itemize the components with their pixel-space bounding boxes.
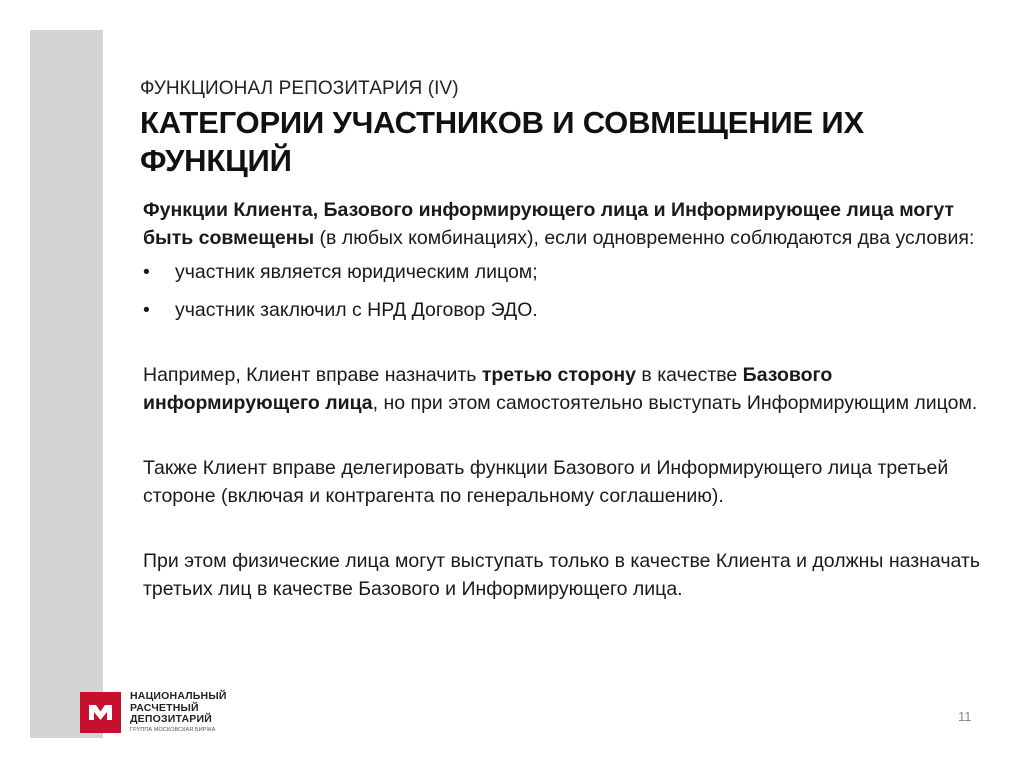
intro-text: (в любых комбинациях), если одновременно соблюдаются два условия: [314,227,975,249]
intro-bold: Функции Клиента, Базового информирующего лица и Информирующее лица могут быть совмещены [143,199,955,249]
logo-line: ДЕПОЗИТАРИЙ [130,713,212,725]
slide-body [143,196,1003,603]
bullet-marker: • [143,299,150,321]
logo-line: РАСЧЕТНЫЙ [130,701,199,714]
bullet-text: участник заключил с НРД Договор ЭДО. [175,299,538,321]
logo-line: НАЦИОНАЛЬНЫЙ [130,690,227,702]
page-number: 11 [958,709,972,724]
example-text-2: в качестве [636,364,743,386]
delegation-paragraph: Также Клиент вправе делегировать функции Базового и Информирующего лица третьей стороне (включая и контрагента по генеральному соглашению). [143,457,949,507]
slide-subtitle: ФУНКЦИОНАЛ РЕПОЗИТАРИЯ (IV) [140,78,459,99]
example-paragraph [143,361,1003,417]
conditions-list [143,258,1003,324]
intro-paragraph [143,196,1003,252]
bullet-marker: • [143,261,150,283]
bullet-text: участник является юридическим лицом; [175,261,538,283]
example-bold-1: третью сторону [481,364,636,386]
list-item [143,296,1003,324]
logo-wordmark [130,691,227,734]
example-bold-2: Базового информирующего лица [143,364,833,414]
example-text-3: , но при этом самостоятельно выступать Информирующим лицом. [372,392,978,414]
list-item [143,258,1003,286]
individuals-paragraph: При этом физические лица могут выступать только в качестве Клиента и должны назначать третьих лиц в качестве Базового и Информирующего лица. [143,550,981,600]
example-text-1: Например, Клиент вправе назначить [143,364,482,386]
logo-tagline: ГРУППА МОСКОВСКАЯ БИРЖА [130,726,216,733]
nsd-logo-icon [80,692,121,733]
slide-title: КАТЕГОРИИ УЧАСТНИКОВ И СОВМЕЩЕНИЕ ИХ ФУНКЦИЙ [140,105,864,178]
left-decorative-bar [30,30,103,738]
